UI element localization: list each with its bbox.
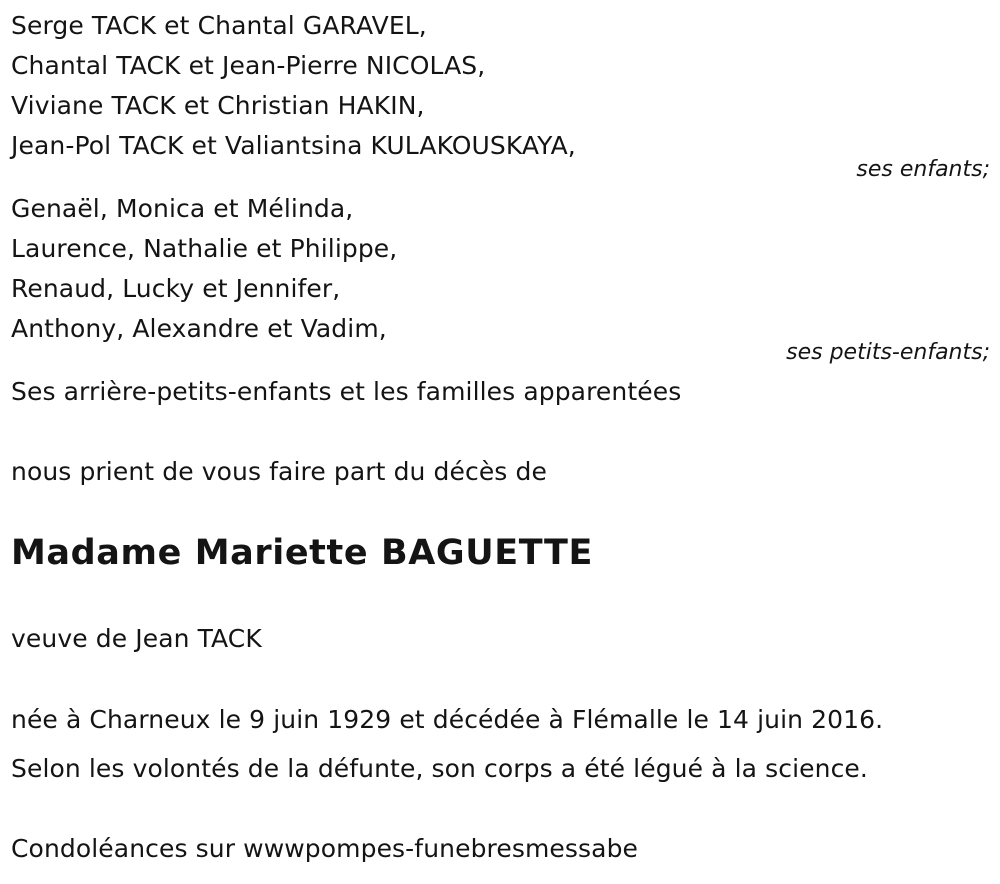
children-line: Viviane TACK et Christian HAKIN, xyxy=(11,91,425,120)
children-line: Chantal TACK et Jean-Pierre NICOLAS, xyxy=(11,51,486,80)
grandchildren-line: Genaël, Monica et Mélinda, xyxy=(11,194,354,223)
grandchildren-line: Renaud, Lucky et Jennifer, xyxy=(11,274,341,303)
grandchildren-line: Laurence, Nathalie et Philippe, xyxy=(11,234,398,263)
wishes-text: Selon les volontés de la défunte, son corps a été légué à la science. xyxy=(11,754,868,783)
deceased-name: Madame Mariette BAGUETTE xyxy=(11,533,594,573)
condolences-text: Condoléances sur wwwpompes-funebresmessabe xyxy=(11,834,639,863)
children-line: Serge TACK et Chantal GARAVEL, xyxy=(11,11,427,40)
widow-of-text: veuve de Jean TACK xyxy=(11,624,262,653)
children-role: ses enfants; xyxy=(856,157,990,182)
announcement-text: nous prient de vous faire part du décès de xyxy=(11,457,547,486)
grandchildren-line: Anthony, Alexandre et Vadim, xyxy=(11,314,387,343)
birth-death-text: née à Charneux le 9 juin 1929 et décédée à Flémalle le 14 juin 2016. xyxy=(11,705,884,734)
children-line: Jean-Pol TACK et Valiantsina KULAKOUSKAYA, xyxy=(11,131,576,160)
grandchildren-role: ses petits-enfants; xyxy=(786,340,990,365)
great-grandchildren-line: Ses arrière-petits-enfants et les familles apparentées xyxy=(11,377,682,406)
